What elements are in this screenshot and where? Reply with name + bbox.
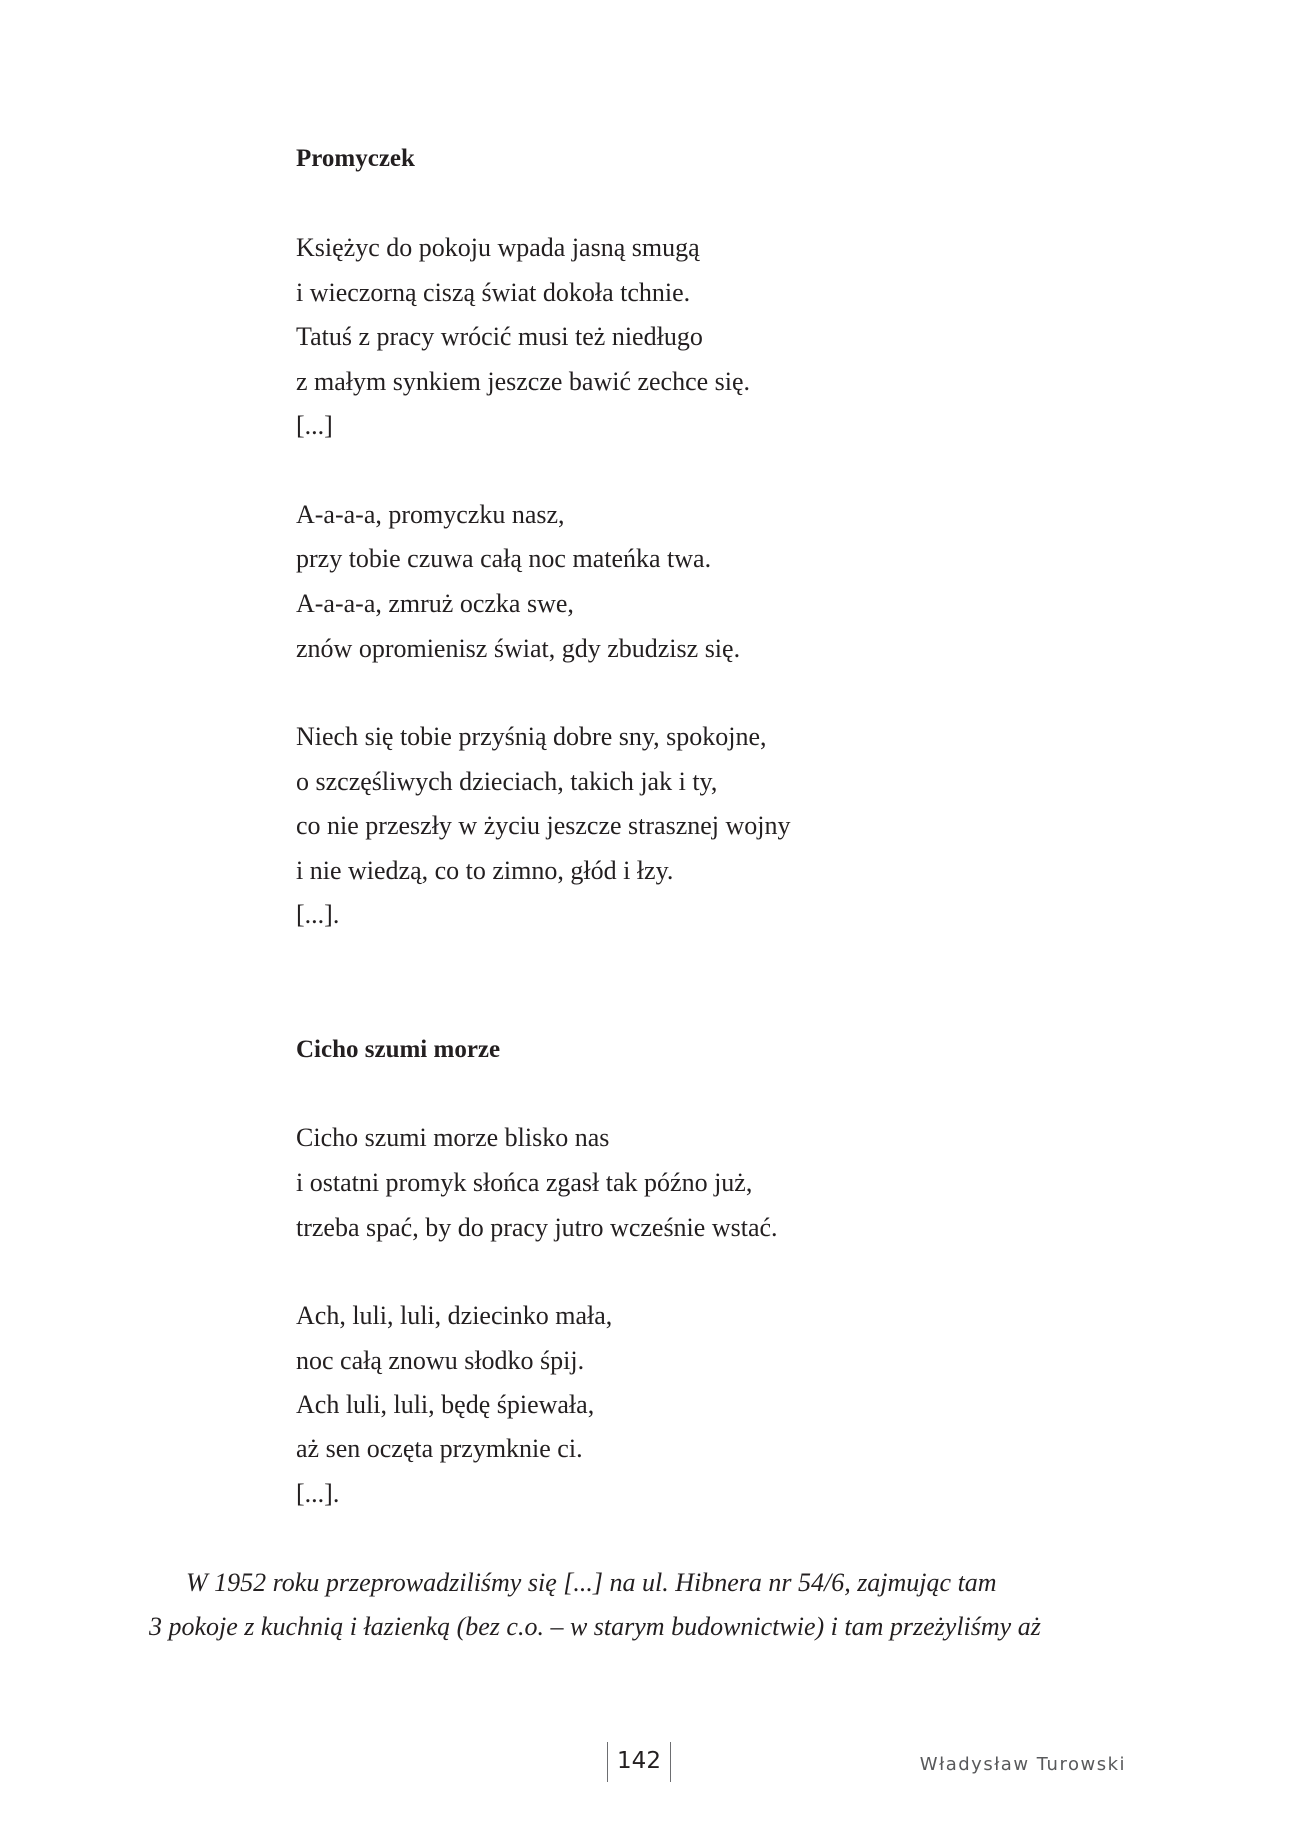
poem-line: Księżyc do pokoju wpada jasną smugą [296,233,700,262]
prose-line: 3 pokoje z kuchnią i łazienką (bez c.o. – w starym budownictwie) i tam przeżyliśmy aż [149,1612,1041,1641]
poem-line: Cicho szumi morze blisko nas [296,1123,610,1152]
running-footer-author: Władysław Turowski [919,1754,1126,1775]
footer-divider-right [670,1742,671,1782]
poem-line: Niech się tobie przyśnią dobre sny, spokojne, [296,722,767,751]
poem-title-cicho-szumi-morze: Cicho szumi morze [296,1036,501,1063]
poem-line: aż sen oczęta przymknie ci. [296,1434,583,1463]
poem-line: i nie wiedzą, co to zimno, głód i łzy. [296,856,674,885]
prose-line: W 1952 roku przeprowadziliśmy się [...] na ul. Hibnera nr 54/6, zajmując tam [186,1568,997,1597]
poem-line: co nie przeszły w życiu jeszcze strasznej wojny [296,811,791,840]
poem-line: i ostatni promyk słońca zgasł tak późno już, [296,1168,753,1197]
poem-line: przy tobie czuwa całą noc mateńka twa. [296,544,712,573]
poem-line: z małym synkiem jeszcze bawić zechce się. [296,367,751,396]
poem-line: noc całą znowu słodko śpij. [296,1346,585,1375]
poem-line: o szczęśliwych dzieciach, takich jak i ty, [296,767,718,796]
poem-line: [...]. [296,1479,340,1508]
poem-line: A-a-a-a, promyczku nasz, [296,500,565,529]
poem-line: [...] [296,411,333,440]
poem-line: A-a-a-a, zmruż oczka swe, [296,589,574,618]
poem-line: Tatuś z pracy wrócić musi też niedługo [296,322,703,351]
poem-line: [...]. [296,900,340,929]
page-number: 142 [617,1748,661,1774]
poem-line: Ach luli, luli, będę śpiewała, [296,1390,595,1419]
poem-line: i wieczorną ciszą świat dokoła tchnie. [296,278,691,307]
poem-line: znów opromienisz świat, gdy zbudzisz się. [296,634,741,663]
poem-line: trzeba spać, by do pracy jutro wcześnie wstać. [296,1213,778,1242]
poem-title-promyczek: Promyczek [296,145,415,172]
poem-line: Ach, luli, luli, dziecinko mała, [296,1301,613,1330]
